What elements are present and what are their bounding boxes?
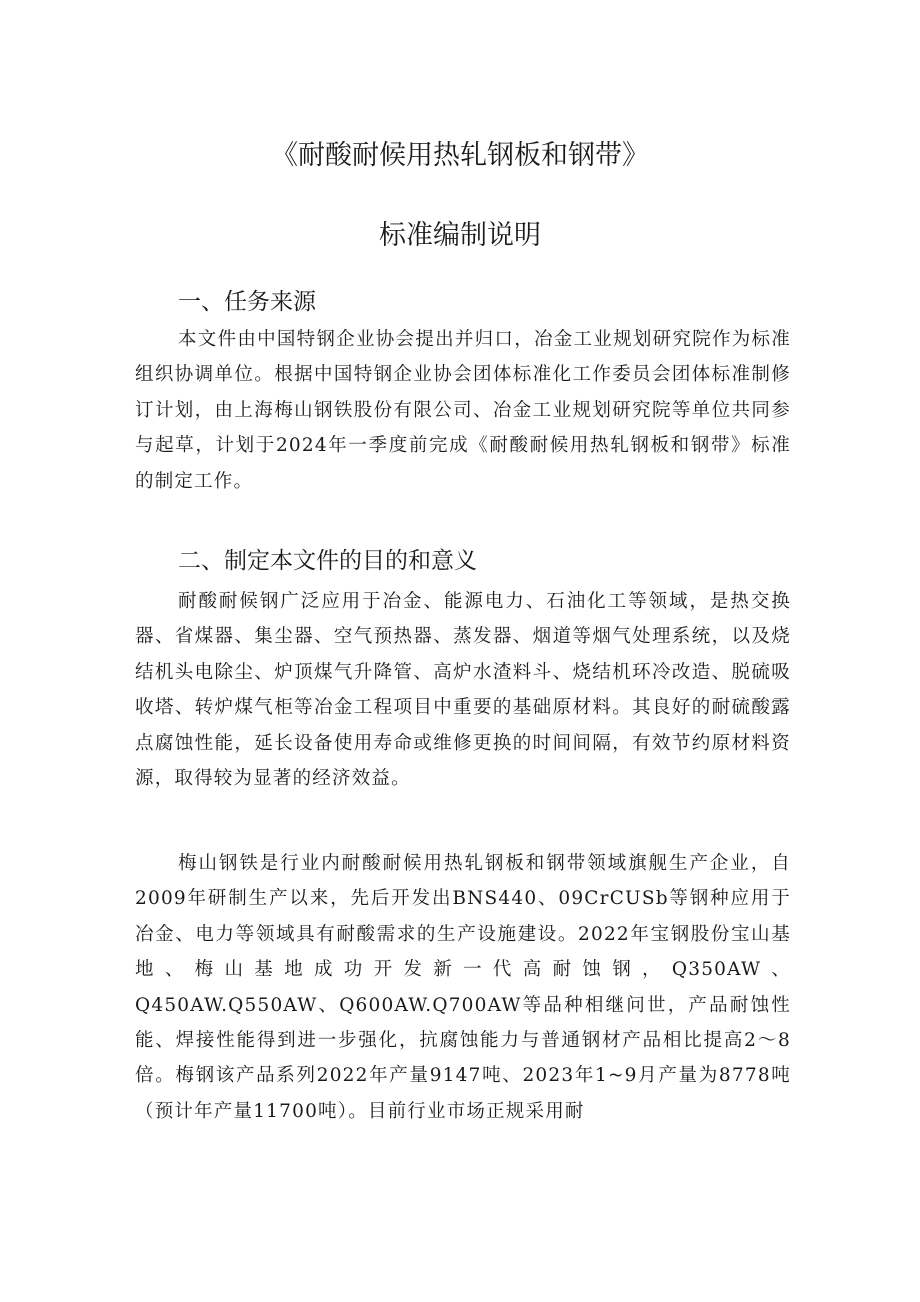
paragraph-purpose-2: 梅山钢铁是行业内耐酸耐候用热轧钢板和钢带领域旗舰生产企业，自2009年研制生产以来，先后开发出BNS440、09CrCUSb等钢种应用于冶金、电力等领域具有耐酸需求的生产设施建设。2022年宝钢股份宝山基地、梅山基地成功开发新一代高耐蚀钢，Q350AW、Q450AW.Q550AW、Q600AW.Q700AW等品种相继问世，产品耐蚀性能、焊接性能得到进一步强化，抗腐蚀能力与普通钢材产品相比提高2～8倍。梅钢该产品系列2022年产量9147吨、2023年1~9月产量为8778吨（预计年产量11700吨）。目前行业市场正规采用耐: [135, 853, 791, 1122]
section-heading-task-source: 一、任务来源: [178, 289, 316, 315]
paragraph-task-source: 本文件由中国特钢企业协会提出并归口，冶金工业规划研究院作为标准组织协调单位。根据中国特钢企业协会团体标准化工作委员会团体标准制修订计划，由上海梅山钢铁股份有限公司、冶金工业规划研究院等单位共同参与起草，计划于2024年一季度前完成《耐酸耐候用热轧钢板和钢带》标准的制定工作。: [135, 329, 791, 492]
document-subtitle: 标准编制说明: [379, 220, 541, 251]
document-title: 《耐酸耐候用热轧钢板和钢带》: [271, 140, 649, 171]
section-heading-purpose: 二、制定本文件的目的和意义: [178, 548, 477, 574]
paragraph-purpose-1: 耐酸耐候钢广泛应用于冶金、能源电力、石油化工等领域，是热交换器、省煤器、集尘器、空气预热器、蒸发器、烟道等烟气处理系统，以及烧结机头电除尘、炉顶煤气升降管、高炉水渣料斗、烧结机环冷改造、脱硫吸收塔、转炉煤气柜等冶金工程项目中重要的基础原材料。其良好的耐硫酸露点腐蚀性能，延长设备使用寿命或维修更换的时间间隔，有效节约原材料资源，取得较为显著的经济效益。: [135, 591, 791, 790]
